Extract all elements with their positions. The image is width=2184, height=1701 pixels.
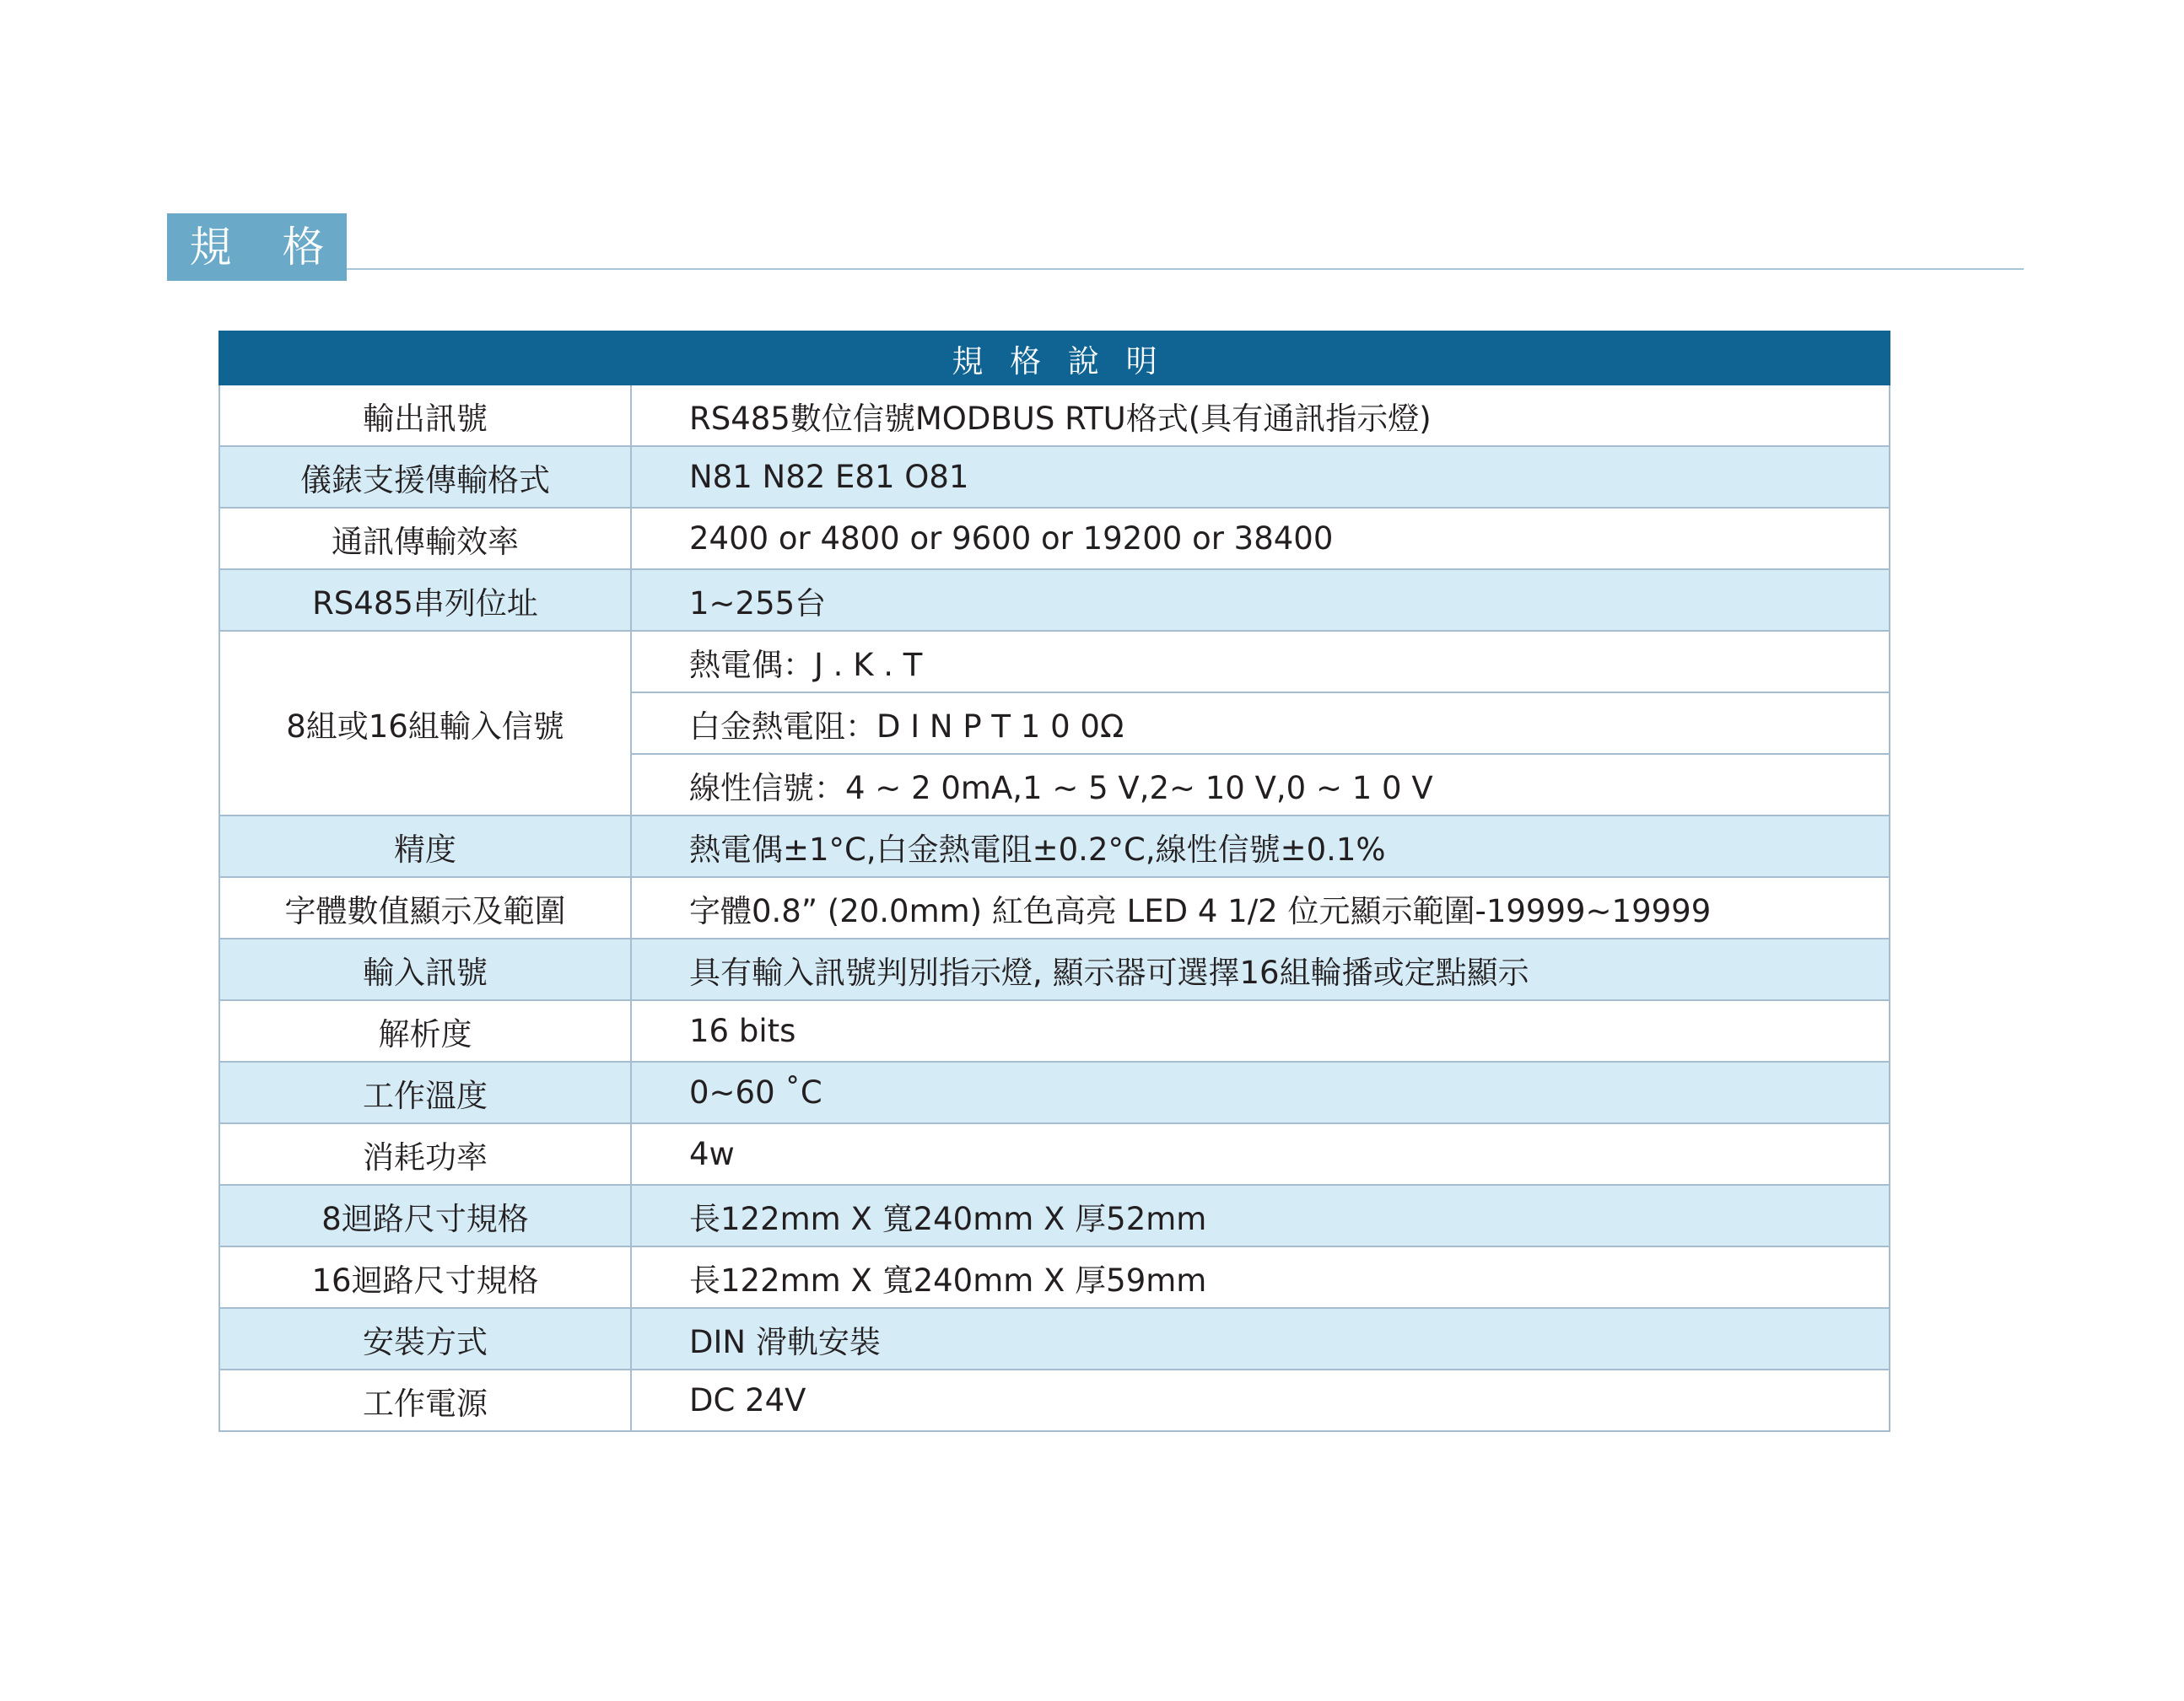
row-label-power-supply: 工作電源 xyxy=(219,1370,631,1431)
row-value-operating-temp: 0~60 ˚C xyxy=(631,1062,1890,1123)
row-value-mounting: DIN 滑軌安裝 xyxy=(631,1308,1890,1370)
row-label-display-range: 字體數值顯示及範圍 xyxy=(219,877,631,939)
table-row xyxy=(219,816,1890,877)
row-value-8-loop-size: 長122mm X 寬240mm X 厚52mm xyxy=(631,1185,1890,1246)
table-row xyxy=(219,508,1890,569)
row-label-8-loop-size: 8迴路尺寸規格 xyxy=(219,1185,631,1246)
table-row xyxy=(219,1308,1890,1370)
row-label-output-signal: 輸出訊號 xyxy=(219,385,631,446)
section-title: 規 格 xyxy=(167,213,347,281)
row-value-baud-rate: 2400 or 4800 or 9600 or 19200 or 38400 xyxy=(631,508,1890,569)
row-value-accuracy: 熱電偶±1°C,白金熱電阻±0.2°C,線性信號±0.1% xyxy=(631,816,1890,877)
table-header-row xyxy=(219,331,1890,385)
table-row xyxy=(219,1062,1890,1123)
row-label-input-signals: 8組或16組輸入信號 xyxy=(219,631,631,816)
row-value-linear-signal: 線性信號：4 ~ 2 0mA,1 ~ 5 V,2~ 10 V,0 ~ 1 0 V xyxy=(631,754,1890,816)
row-value-thermocouple: 熱電偶：J . K . T xyxy=(631,631,1890,692)
spec-table xyxy=(218,331,1890,1432)
row-label-mounting: 安裝方式 xyxy=(219,1308,631,1370)
table-row xyxy=(219,877,1890,939)
row-label-input-indicator: 輸入訊號 xyxy=(219,939,631,1000)
table-row xyxy=(219,631,1890,692)
row-value-display-range: 字體0.8” (20.0mm) 紅色高亮 LED 4 1/2 位元顯示範圍-19999~19999 xyxy=(631,877,1890,939)
row-value-rs485-address: 1~255台 xyxy=(631,569,1890,631)
row-label-operating-temp: 工作溫度 xyxy=(219,1062,631,1123)
row-value-resolution: 16 bits xyxy=(631,1000,1890,1062)
row-label-baud-rate: 通訊傳輸效率 xyxy=(219,508,631,569)
section-divider xyxy=(347,268,2024,270)
row-value-rtd: 白金熱電阻：D I N P T 1 0 0Ω xyxy=(631,692,1890,754)
table-row xyxy=(219,1185,1890,1246)
table-header: 規 格 說 明 xyxy=(219,331,1890,385)
row-value-power-consumption: 4w xyxy=(631,1123,1890,1185)
row-value-transfer-format: N81 N82 E81 O81 xyxy=(631,446,1890,508)
table-row xyxy=(219,1246,1890,1308)
row-value-input-indicator: 具有輸入訊號判別指示燈, 顯示器可選擇16組輪播或定點顯示 xyxy=(631,939,1890,1000)
table-row xyxy=(219,1370,1890,1431)
row-label-power-consumption: 消耗功率 xyxy=(219,1123,631,1185)
table-row xyxy=(219,939,1890,1000)
row-label-accuracy: 精度 xyxy=(219,816,631,877)
row-label-rs485-address: RS485串列位址 xyxy=(219,569,631,631)
table-row xyxy=(219,1000,1890,1062)
row-label-resolution: 解析度 xyxy=(219,1000,631,1062)
row-label-16-loop-size: 16迴路尺寸規格 xyxy=(219,1246,631,1308)
table-row xyxy=(219,446,1890,508)
table-row xyxy=(219,385,1890,446)
table-row xyxy=(219,569,1890,631)
row-value-output-signal: RS485數位信號MODBUS RTU格式(具有通訊指示燈) xyxy=(631,385,1890,446)
row-label-transfer-format: 儀錶支援傳輸格式 xyxy=(219,446,631,508)
row-value-16-loop-size: 長122mm X 寬240mm X 厚59mm xyxy=(631,1246,1890,1308)
row-value-power-supply: DC 24V xyxy=(631,1370,1890,1431)
table-row xyxy=(219,1123,1890,1185)
